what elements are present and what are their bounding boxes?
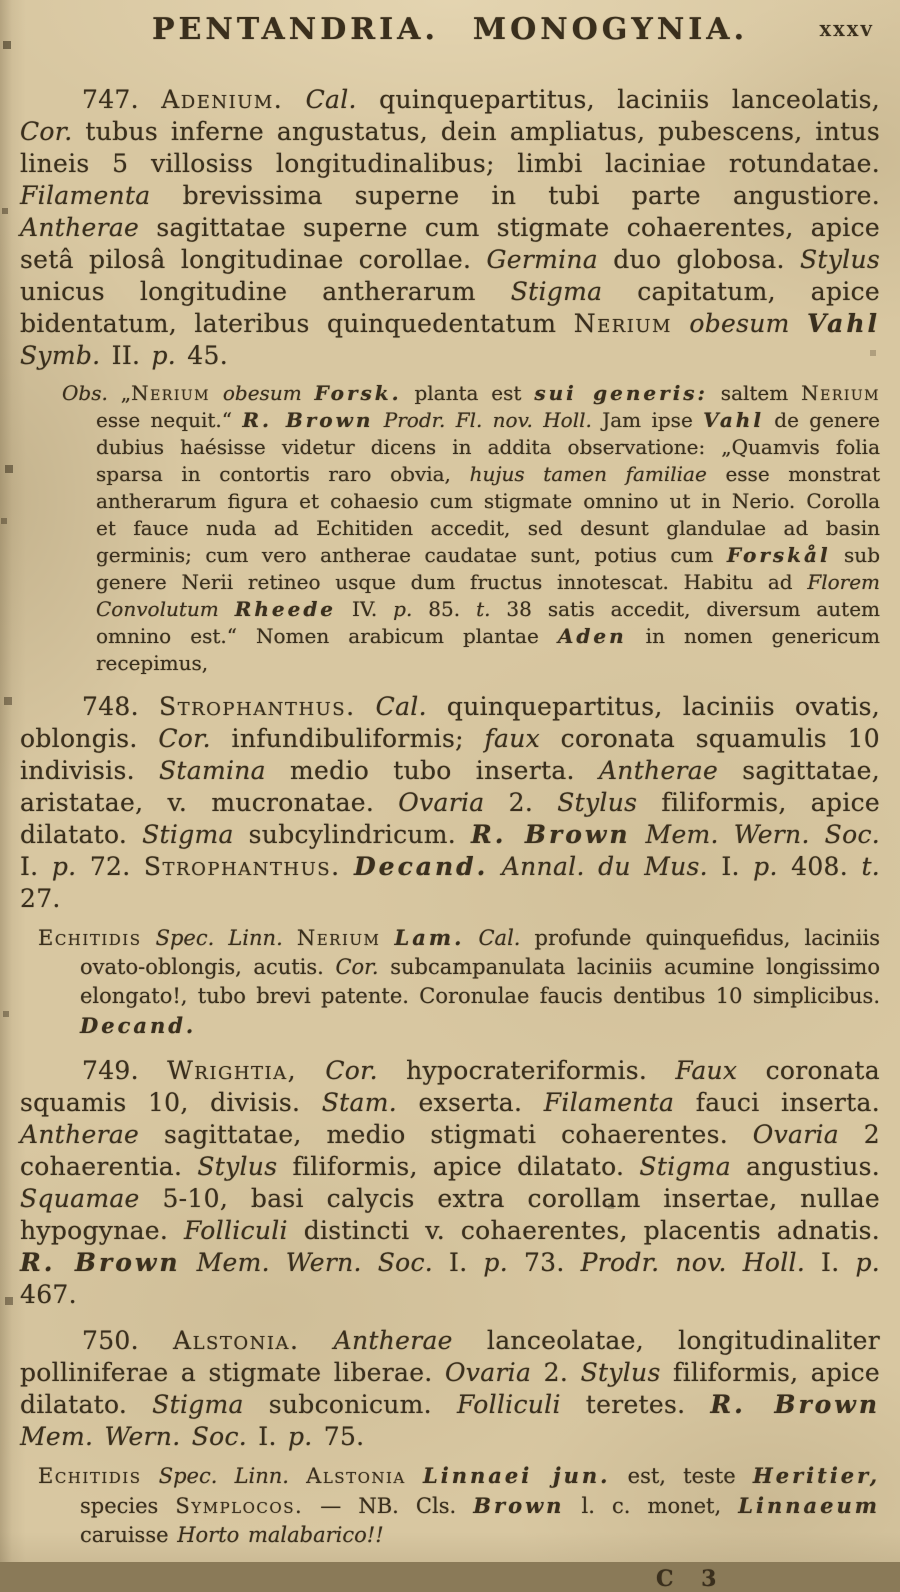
running-title [20,12,880,47]
text-run: Folliculi [184,1216,288,1245]
text-run: Stamina [158,756,266,785]
text-run [672,309,689,338]
text-run: caruisse [80,1523,178,1547]
text-run: distincti v. cohaerentes, placentis adnatis. [287,1216,881,1245]
text-run: Rheede [234,597,337,621]
text-run: Horto malabarico!! [177,1523,384,1547]
text-run [406,1464,423,1488]
text-run: Decand. [353,852,489,881]
text-run [790,309,807,338]
text-run: p. [393,597,413,621]
text-run: 467. [20,1280,77,1309]
text-run: planta est [401,381,535,405]
text-run: exserta. [396,1088,544,1117]
text-run: — NB. Cls. [303,1494,474,1518]
text-run: R. Brown [20,1248,181,1277]
text-run: l. c. monet, [564,1494,739,1518]
text-run: Strophanthus. [158,692,356,721]
entry-748-strophanthus [20,691,880,915]
observation-747 [62,380,880,677]
text-run: teretes. [560,1390,711,1419]
text-run: p. [151,341,177,370]
paper-specks [0,0,2,2]
text-run: Cal. [478,926,521,950]
text-run: Mem. Wern. Soc. [20,1422,248,1451]
text-run [210,381,223,405]
text-run: Antherae [598,756,719,785]
entry-750-alstonia [20,1325,880,1453]
text-run: Stylus [580,1358,661,1387]
text-run [380,926,394,950]
text-run: Prodr. nov. Holl. [580,1248,806,1277]
text-run: Antherae [333,1326,453,1355]
page-header [20,12,880,54]
text-run: Spec. Linn. [158,1464,289,1488]
text-run: saltem [707,381,802,405]
text-run: Prodr. Fl. nov. Holl. [383,408,592,432]
text-run: Filamenta [20,181,151,210]
text-run: Vahl [807,309,880,338]
text-run: Forskål [726,543,831,567]
text-run: infundibuliformis; [210,724,485,753]
text-column [20,84,880,1550]
text-run: Heritier, [752,1463,881,1488]
text-run: 85. [412,597,477,621]
text-run: Cal. [305,85,357,114]
text-run: p. [855,1248,880,1277]
text-run: Linnaeum [738,1493,880,1518]
text-run: Cal. [375,692,427,721]
text-run: I. [805,1248,856,1277]
text-run: I. [20,852,52,881]
entry-749-wrightia [20,1055,880,1311]
text-run: Obs. [62,381,108,405]
signature-mark: C 3 [656,1566,727,1592]
text-run: t. [861,852,881,881]
text-run: angustius. [731,1152,880,1181]
text-run: Faux [675,1056,738,1085]
text-run [488,852,501,881]
text-run: sagittatae superne cum stigmate cohaerentes, apice setâ pilosâ longitudinae corollae. [20,213,880,274]
text-run: filiformis, apice dilatato. [20,1358,880,1419]
text-run: profunde quinquefidus, laciniis ovato-oblongis, acutis. [80,926,881,979]
text-run: Lam. [394,925,465,950]
text-run: Jam ipse [591,408,704,432]
text-run: tubus inferne angustatus, dein ampliatus, pubescens, intus lineis 5 villosiss longitudinalibus; limbi laciniae rotundatae. [20,117,880,178]
text-run: obesum [222,381,302,405]
text-run: lanceolatae, longitudinaliter polliniferae a stigmate liberae. [20,1326,880,1387]
text-run: Antherae [20,1120,140,1149]
text-run: quinquepartitus, laciniis ovatis, oblongis. [20,692,880,753]
text-run: R. Brown [471,820,631,849]
text-run [141,1464,158,1488]
text-run: 2. [531,1358,581,1387]
text-run: Aden [557,624,627,648]
text-run: t. [476,597,491,621]
text-run: hujus tamen familiae [469,462,707,486]
text-run: Nerium [131,381,210,405]
text-run: brevissima superne in tubi parte angustiore. [150,181,880,210]
text-run: filiformis, apice dilatato. [277,1152,640,1181]
text-run: Squamae [20,1184,140,1213]
text-run: I. [433,1248,484,1277]
text-run: Linnaei jun. [422,1463,611,1488]
text-run: Nerium [801,381,881,405]
text-run: est, teste [610,1464,753,1488]
text-run: Stigma [510,277,603,306]
text-run: Germina [486,245,598,274]
text-run: de genere dubius haésisse videtur dicens in addita observatione: „Quamvis folia sparsa in contortis raro obvia, [96,408,881,486]
text-run: 45. [176,341,228,370]
text-run: 2 cohaerentia. [20,1120,880,1181]
text-run: Mem. Wern. Soc. [196,1248,434,1277]
text-run [302,381,315,405]
text-run: subconicum. [243,1390,457,1419]
text-run: Stigma [142,820,234,849]
text-run: Wrightia, [167,1056,298,1085]
text-run: duo globosa. [597,245,800,274]
text-run: faux [484,724,541,753]
text-run: sub genere Nerii retineo usque dum fructus innotescat. Habitu ad [96,543,880,594]
text-run: 5-10, basi calycis extra corollam insertae, nullae hypogynae. [20,1184,880,1245]
text-run: sagittatae, medio stigmati cohaerentes. [139,1120,753,1149]
text-run: capitatum, apice bidentatum, lateribus quinquedentatum [20,277,880,338]
text-run: Decand. [80,1013,197,1038]
text-run: Echitidis [38,1464,142,1488]
text-run [299,1326,333,1355]
text-run [141,926,155,950]
text-run [631,820,646,849]
text-run: 748. [82,692,159,721]
text-run: subcylindricum. [233,820,471,849]
text-run [341,852,354,881]
text-run [373,408,383,432]
text-run: Ovaria [752,1120,839,1149]
text-run: „ [107,381,132,405]
text-run: sagittatae, aristatae, v. mucronatae. [20,756,880,817]
text-run: Adenium. [161,85,284,114]
text-run: Mem. Wern. Soc. [645,820,880,849]
text-run: subcampanulata laciniis acumine longissimo elongato!, tubo brevi patente. Coronulae faucis dentibus 10 simplicibus. [80,955,880,1008]
text-run: R. Brown [710,1390,880,1419]
text-run: unicus longitudine antherarum [20,277,511,306]
text-run: Cor. [335,955,379,979]
text-run: coronata squamulis 10 indivisis. [20,724,880,785]
text-run: Cor. [20,117,73,146]
text-run: filiformis, apice dilatato. [20,788,881,849]
text-run: Ovaria [398,788,485,817]
text-run: 73. [507,1248,581,1277]
text-run [283,926,297,950]
text-run: esse monstrat antherarum figura et cohaesio cum stigmate omnino ut in Nerio. Corolla et fauce nuda ad Echitiden accedit, sed desunt glandulae ad basin germinis; cum vero antherae caudatae sunt, potius cum [96,462,881,567]
running-title-left: PENTANDRIA. [151,12,439,47]
text-run: Stigma [152,1390,244,1419]
text-run: I. [247,1422,288,1451]
text-run: Stylus [197,1152,278,1181]
species-note-748 [38,923,880,1041]
text-run: hypocrateriformis. [377,1056,676,1085]
text-run [181,1248,197,1277]
text-run: Alstonia. [173,1326,300,1355]
text-run: 72. [76,852,144,881]
text-run: Stigma [639,1152,732,1181]
text-run: 408. [777,852,862,881]
text-run: Annal. du Mus. [501,852,708,881]
text-run: p. [753,852,778,881]
text-run: IV. [336,597,394,621]
text-run: p. [287,1422,313,1451]
text-run [219,597,235,621]
text-run: obesum [689,309,790,338]
text-run: Symplocos. [175,1494,304,1518]
text-run: I. [707,852,754,881]
text-run: Symb. [20,341,101,370]
text-run [289,1464,306,1488]
text-run: Stylus [557,788,638,817]
text-run: Stam. [321,1088,397,1117]
text-run: 750. [82,1326,174,1355]
text-run: quinquepartitus, laciniis lanceolatis, [356,85,880,114]
text-run: Cor. [158,724,211,753]
text-run: Nerium [296,926,381,950]
text-run: p. [483,1248,508,1277]
text-run: coronata squamis 10, divisis. [20,1056,880,1117]
text-run: 38 satis accedit, diversum autem omnino est.“ Nomen arabicum plantae [96,597,880,648]
text-run: Filamenta [543,1088,675,1117]
text-run [464,926,478,950]
text-run: Brown [473,1493,565,1518]
text-run: medio tubo inserta. [265,756,599,785]
text-run: 749. [82,1056,168,1085]
text-run: Nerium [573,309,672,338]
text-run: 2. [484,788,558,817]
text-run: 75. [312,1422,365,1451]
text-run: R. Brown [242,408,374,432]
text-run [356,692,376,721]
text-run: esse nequit.“ [96,408,243,432]
text-run: Florem Convolutum [96,570,880,621]
entry-747-adenium [20,84,880,372]
text-run: Strophanthus. [143,852,341,881]
text-run: Vahl [703,408,764,432]
text-run: in nomen genericum recepimus, [96,624,881,675]
text-run: 747. [82,85,162,114]
text-run: Folliculi [456,1390,561,1419]
text-run: II. [100,341,152,370]
running-title-right: MONOGYNIA. [472,12,749,47]
text-run: Spec. Linn. [155,926,283,950]
text-run: Cor. [325,1056,378,1085]
text-run: fauci inserta. [674,1088,880,1117]
text-run: 27. [20,884,61,913]
text-run: Antherae [20,213,140,242]
text-run: Stylus [799,245,881,274]
species-note-750 [38,1461,880,1550]
text-run: Echitidis [38,926,142,950]
text-run: species [80,1494,176,1518]
text-run: p. [51,852,77,881]
text-run: Ovaria [445,1358,532,1387]
text-run: sui generis: [534,381,708,405]
text-run [297,1056,325,1085]
text-run: Forsk. [314,381,402,405]
text-run: Alstonia [306,1464,406,1488]
page-number: xxxv [819,16,874,41]
text-run [283,85,305,114]
